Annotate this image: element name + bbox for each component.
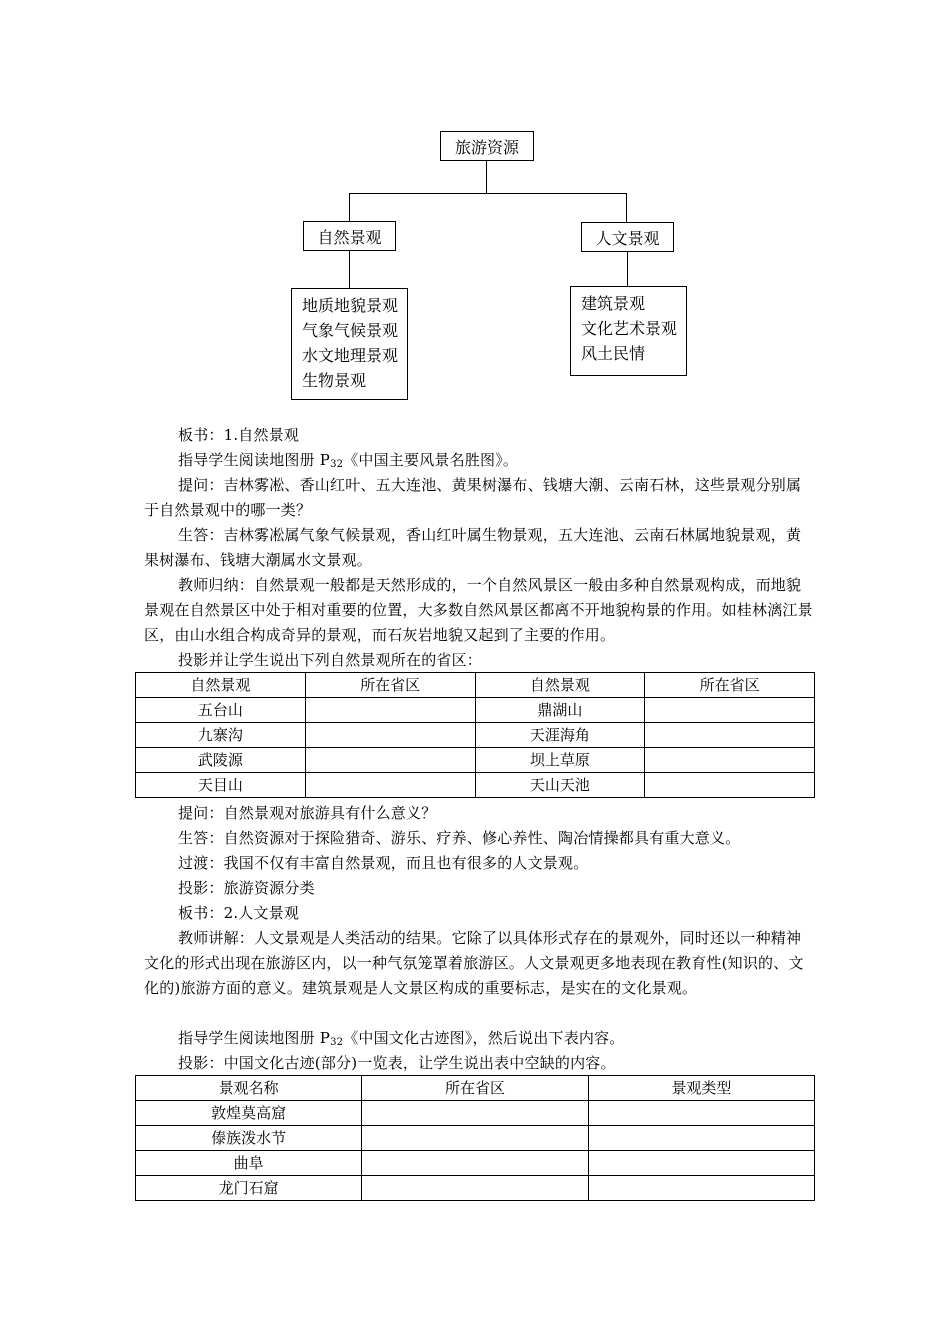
table-cell: 曲阜 xyxy=(136,1151,362,1176)
table-header-cell: 所在省区 xyxy=(362,1076,588,1101)
table-header-row xyxy=(136,1076,815,1101)
table-cell xyxy=(305,723,475,748)
diagram-root-box xyxy=(440,131,534,161)
table-cell xyxy=(588,1176,814,1201)
diagram-connector xyxy=(349,193,350,222)
table-cell xyxy=(588,1101,814,1126)
paragraph: 投影：旅游资源分类 xyxy=(178,879,315,897)
diagram-connector xyxy=(349,193,627,194)
diagram-connector xyxy=(627,252,628,287)
paragraph: 提问：吉林雾凇、香山红叶、五大连池、黄果树瀑布、钱塘大潮、云南石林，这些景观分别属于自然景观中的哪一类？ xyxy=(144,476,802,519)
diagram-natural-box xyxy=(303,221,396,251)
table-cell: 傣族泼水节 xyxy=(136,1126,362,1151)
diagram-root-label: 旅游资源 xyxy=(454,137,519,157)
table-cell: 天涯海角 xyxy=(475,723,645,748)
diagram-cultural-items xyxy=(570,286,687,376)
paragraph-text: 《中国主要风景名胜图》。 xyxy=(343,451,519,469)
table-cell xyxy=(305,748,475,773)
table-cell xyxy=(305,773,475,798)
diagram-item: 建筑景观 xyxy=(581,294,646,313)
table-cell xyxy=(588,1151,814,1176)
diagram-item: 生物景观 xyxy=(302,371,367,390)
table-cell: 龙门石窟 xyxy=(136,1176,362,1201)
table-row xyxy=(136,1151,815,1176)
table-row xyxy=(136,773,815,798)
paragraph: 板书：1.自然景观 xyxy=(178,426,300,444)
table-header-cell: 景观名称 xyxy=(136,1076,362,1101)
table-cell: 武陵源 xyxy=(136,748,306,773)
subscript: 32 xyxy=(330,1037,344,1048)
table-header-cell: 自然景观 xyxy=(136,673,306,698)
paragraph: 生答：吉林雾凇属气象气候景观，香山红叶属生物景观，五大连池、云南石林属地貌景观，黄果树瀑布、钱塘大潮属水文景观。 xyxy=(144,526,802,569)
diagram-item: 气象气候景观 xyxy=(302,321,399,340)
table-row xyxy=(136,1126,815,1151)
table-cell: 五台山 xyxy=(136,698,306,723)
diagram-item: 水文地理景观 xyxy=(302,346,399,365)
diagram-connector xyxy=(486,161,487,194)
diagram-item: 文化艺术景观 xyxy=(581,319,678,338)
paragraph-text: 指导学生阅读地图册 P xyxy=(178,451,331,469)
table-header-cell: 所在省区 xyxy=(645,673,815,698)
table-cell xyxy=(645,698,815,723)
table-row xyxy=(136,1101,815,1126)
paragraph: 投影：中国文化古迹(部分)一览表，让学生说出表中空缺的内容。 xyxy=(178,1054,616,1072)
table-row xyxy=(136,1176,815,1201)
table-cell: 坝上草原 xyxy=(475,748,645,773)
table-cell xyxy=(362,1126,588,1151)
table-cell: 九寨沟 xyxy=(136,723,306,748)
table-cell xyxy=(588,1126,814,1151)
paragraph: 板书：2.人文景观 xyxy=(178,904,300,922)
table-cell xyxy=(645,748,815,773)
table-header-cell: 景观类型 xyxy=(588,1076,814,1101)
table-cell xyxy=(362,1101,588,1126)
paragraph-text: 《中国文化古迹图》，然后说出下表内容。 xyxy=(343,1029,625,1047)
table-header-cell: 自然景观 xyxy=(475,673,645,698)
paragraph: 投影并让学生说出下列自然景观所在的省区： xyxy=(178,651,483,669)
diagram-cultural-label: 人文景观 xyxy=(595,228,660,248)
table-cell: 敦煌莫高窟 xyxy=(136,1101,362,1126)
diagram-natural-items xyxy=(291,288,408,400)
table-cell: 天山天池 xyxy=(475,773,645,798)
diagram-item: 地质地貌景观 xyxy=(302,296,399,315)
table-cell xyxy=(645,723,815,748)
table-header-row xyxy=(136,673,815,698)
paragraph: 教师归纳：自然景观一般都是天然形成的，一个自然风景区一般由多种自然景观构成，而地貌景观在自然景区中处于相对重要的位置，大多数自然风景区都离不开地貌构景的作用。如桂林漓江景区，由山水组合构成奇异的景观，而石灰岩地貌又起到了主要的作用。 xyxy=(144,576,813,644)
table-cell: 天目山 xyxy=(136,773,306,798)
table-header-cell: 所在省区 xyxy=(305,673,475,698)
table-cell xyxy=(645,773,815,798)
diagram-cultural-box xyxy=(581,222,674,252)
table-cell xyxy=(362,1176,588,1201)
table-cell: 鼎湖山 xyxy=(475,698,645,723)
paragraph: 过渡：我国不仅有丰富自然景观，而且也有很多的人文景观。 xyxy=(178,854,589,872)
paragraph: 教师讲解：人文景观是人类活动的结果。它除了以具体形式存在的景观外，同时还以一种精神文化的形式出现在旅游区内，以一种气氛笼罩着旅游区。人文景观更多地表现在教育性(知识的、文化的)旅游方面的意义。建筑景观是人文景区构成的重要标志，是实在的文化景观。 xyxy=(144,929,804,997)
paragraph: 提问：自然景观对旅游具有什么意义？ xyxy=(178,804,437,822)
paragraph: 生答：自然资源对于探险猎奇、游乐、疗养、修心养性、陶冶情操都具有重大意义。 xyxy=(178,829,741,847)
table-row xyxy=(136,748,815,773)
diagram-natural-label: 自然景观 xyxy=(317,227,382,247)
table-row xyxy=(136,723,815,748)
diagram-item: 风土民情 xyxy=(581,344,646,363)
table-cell xyxy=(305,698,475,723)
diagram-connector xyxy=(626,193,627,222)
subscript: 32 xyxy=(330,459,344,470)
paragraph-text: 指导学生阅读地图册 P xyxy=(178,1029,331,1047)
natural-scenery-table xyxy=(135,672,815,798)
table-row xyxy=(136,698,815,723)
table-cell xyxy=(362,1151,588,1176)
diagram-connector xyxy=(349,251,350,289)
cultural-sites-table xyxy=(135,1075,815,1201)
